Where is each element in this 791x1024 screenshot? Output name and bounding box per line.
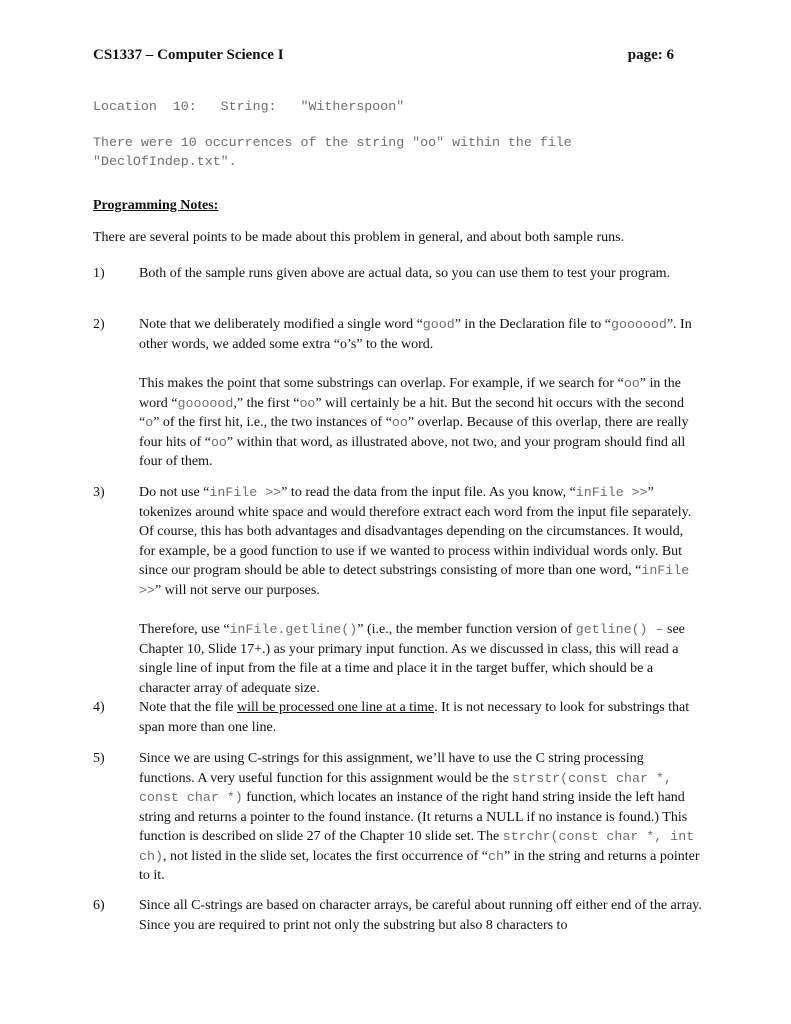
location-output-line: Location 10: String: "Witherspoon" (93, 99, 405, 114)
occurrence-line-1: There were 10 occurrences of the string "oo" within the file (93, 135, 572, 150)
item-number: 5) (93, 751, 105, 766)
occurrence-output (93, 134, 713, 171)
item-number: 2) (93, 317, 105, 332)
item-paragraph: Note that we deliberately modified a single word “good” in the Declaration file to “goooood”. In other words, we added some extra “o’s” to the word. (139, 317, 692, 352)
item-number: 4) (93, 700, 105, 715)
item-number: 1) (93, 266, 105, 281)
item-paragraph: Note that the file will be processed one line at a time. It is not necessary to look for substrings that span more than one line. (139, 700, 690, 735)
item-text: Since all C-strings are based on character arrays, be careful about running off either end of the array. Since you are required to print not only the substring but also 8 characters to (139, 898, 702, 933)
item-paragraph: Therefore, use “inFile.getline()” (i.e., the member function version of getline() – see Chapter 10, Slide 17+.) as your primary input function. As we discussed in class, this will read a single line of input from the file at a time and place it in the target buffer, which should be a character array of adequate size. (139, 622, 685, 696)
item-number: 3) (93, 485, 105, 500)
page-number: page: 6 (627, 47, 674, 63)
course-title: CS1337 – Computer Science I (93, 47, 284, 63)
item-paragraph: This makes the point that some substrings can overlap. For example, if we search for “oo” in the word “goooood,” the first “oo” will certainly be a hit. But the second hit occurs with the second “o” of the first hit, i.e., the two instances of “oo” overlap. Because of this overlap, there are really four hits of “oo” within that word, as illustrated above, not two, and your program should find all four of them. (139, 376, 689, 469)
section-title: Programming Notes: (93, 198, 219, 213)
underlined-text: will be processed one line at a time (236, 700, 435, 715)
page-header (93, 46, 674, 66)
intro-paragraph: There are several points to be made about this problem in general, and about both sample runs. (93, 230, 625, 245)
occurrence-line-2: "DeclOfIndep.txt". (93, 153, 237, 169)
item-text: Both of the sample runs given above are actual data, so you can use them to test your program. (139, 266, 671, 281)
item-paragraph: Since we are using C-strings for this assignment, we’ll have to use the C string processing functions. A very useful function for this assignment would be the strstr(const char *, const char *) function, which locates an instance of the right hand string inside the left hand string and returns a pointer to the found instance. (It returns a NULL if no instance is found.) This function is described on slide 27 of the Chapter 10 slide set. The strchr(const char *, int ch), not listed in the slide set, locates the first occurrence of “ch” in the string and returns a pointer to it. (139, 751, 700, 883)
item-paragraph: Do not use “inFile >>” to read the data from the input file. As you know, “inFile >>” tokenizes around white space and would therefore extract each word from the input file separately. Of course, this has both advantages and disadvantages depending on the circumstances. It would, for example, be a good function to use if we wanted to process within individual words only. But since our program should be able to detect substrings consisting of more than one word, “inFile >>” will not serve our purposes. (139, 485, 692, 598)
item-number: 6) (93, 898, 105, 913)
